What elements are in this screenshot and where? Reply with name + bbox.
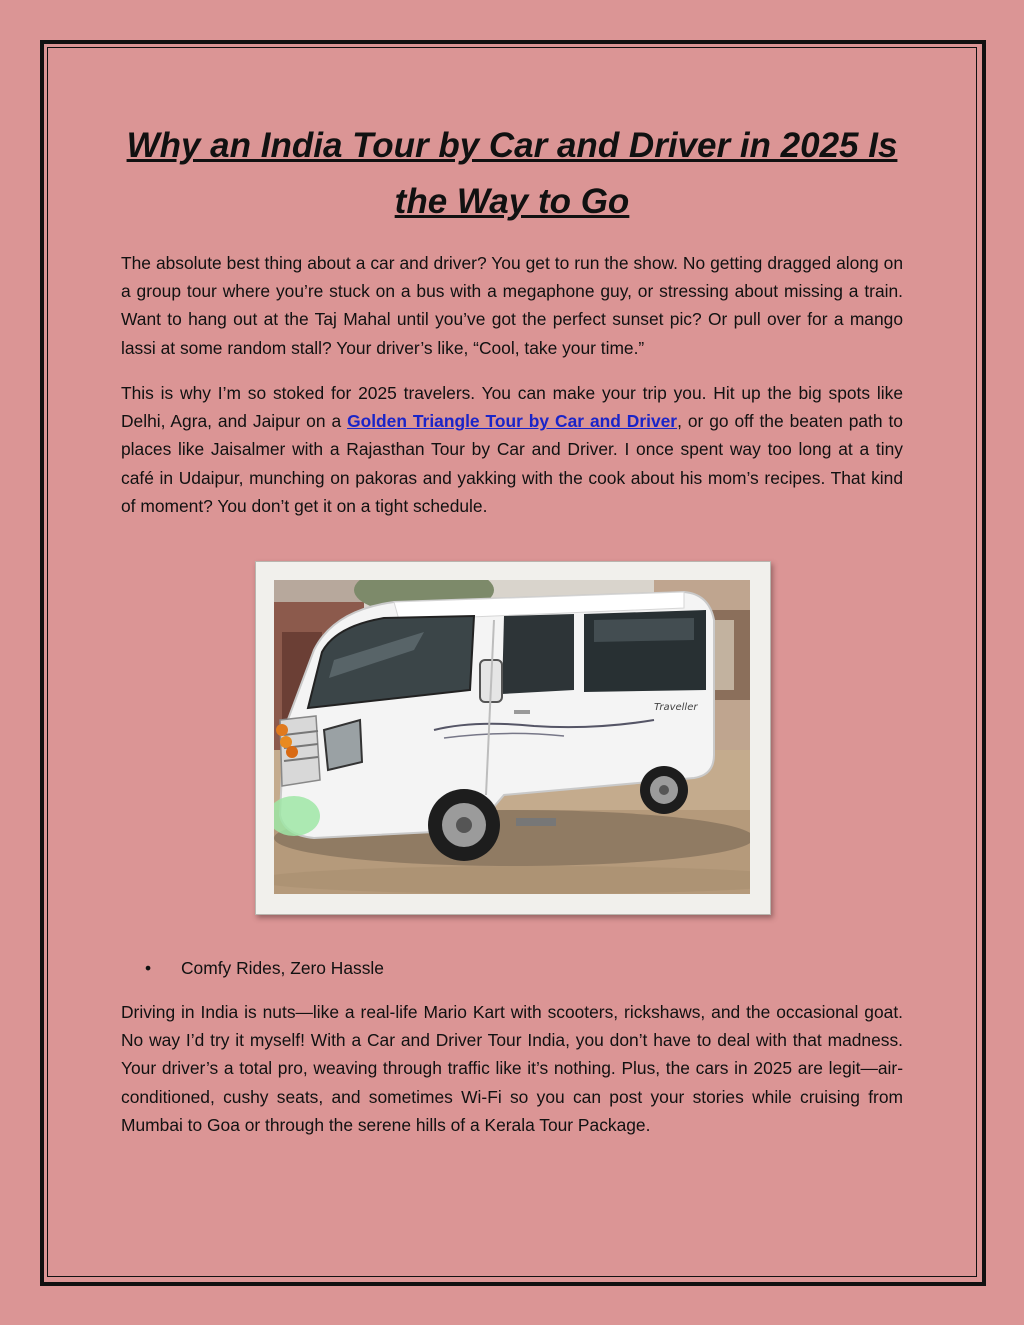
golden-triangle-tour-link[interactable]: Golden Triangle Tour by Car and Driver [347,411,678,432]
svg-text:Traveller: Traveller [654,702,698,713]
paragraph-destinations [121,379,903,520]
bullet-heading: Comfy Rides, Zero Hassle [181,958,384,978]
paragraph-destinations-start: This is why I’m so stoked for 2025 travelers. You can make your trip you. Hit up the big spots like Delhi, Agra, and Jaipur on a [121,383,903,432]
tempo-traveller-photo [274,580,750,894]
article-title: Why an India Tour by Car and Driver in 2025 Is the Way to Go [126,126,898,221]
paragraph-intro: The absolute best thing about a car and driver? You get to run the show. No getting dragged along on a group tour where you’re stuck on a bus with a megaphone guy, or stressing about missing a train. Want to hang out at the Taj Mahal until you’ve got the perfect sunset pic? Or pull over for a mango lassi at some random stall? Your driver’s like, “Cool, take your time.” [121,253,903,358]
van-photo-frame [255,561,771,915]
bullet-marker: • [145,958,152,978]
paragraph-destinations-end: , or go off the beaten path to places like Jaisalmer with a Rajasthan Tour by Car and Driver. I once spent way too long at a tiny café in Udaipur, munching on pakoras and yakking with the cook about his mom’s recipes. That kind of moment? You don’t get it on a tight schedule. [121,411,903,516]
list-item [145,954,384,982]
paragraph-comfy-rides: Driving in India is nuts—like a real-life Mario Kart with scooters, rickshaws, and the occasional goat. No way I’d try it myself! With a Car and Driver Tour India, you don’t have to deal with that madness. Your driver’s a total pro, weaving through traffic like it’s nothing. Plus, the cars in 2025 are legit—air-conditioned, cushy seats, and sometimes Wi-Fi so you can post your stories while cruising from Mumbai to Goa or through the serene hills of a Kerala Tour Package. [121,1002,903,1135]
